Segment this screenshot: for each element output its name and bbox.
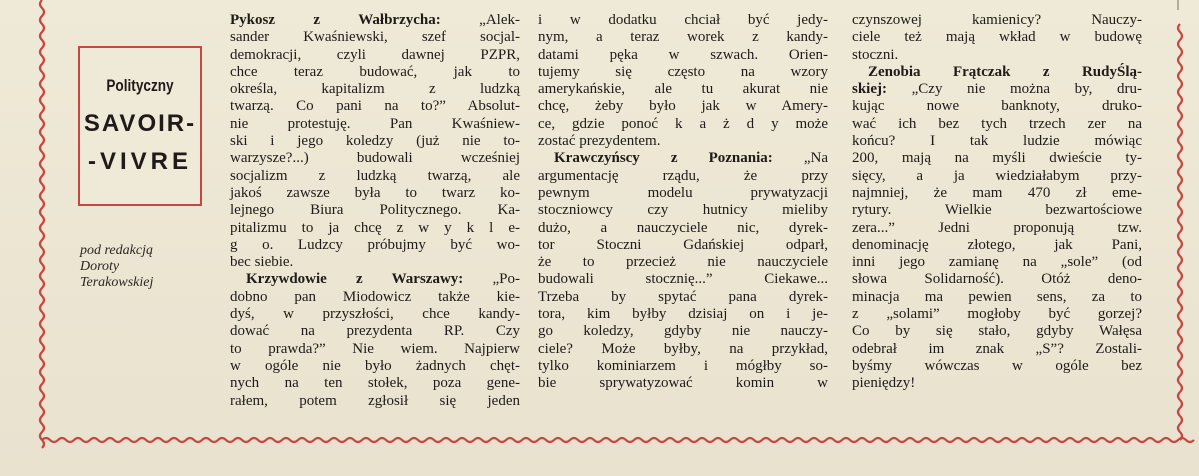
line-text: ce, gdzie ponoć k a ż d y może [538,115,828,132]
text-line [230,341,520,358]
line-text: odebrał im znak „S”? Zostali- [852,340,1142,357]
text-line [230,133,520,150]
line-text: sięcy, a ja wiedziałabym przy- [852,167,1142,184]
text-line [852,202,1142,219]
line-text: go koledzy, gdyby nie nauczy- [538,323,828,340]
text-line [538,81,828,98]
text-line [538,116,828,133]
line-text: dobno pan Miodowicz także kie- [230,288,520,305]
line-text: denominację złotego, jak Pani, [852,236,1142,253]
text-line [852,341,1142,358]
text-line [852,150,1142,167]
text-line [852,323,1142,340]
text-line [538,47,828,64]
line-text: chcę, żeby było jak w Amery- [538,98,828,115]
line-text: amerykańskie, ale tu akurat nie [538,81,828,98]
text-line [538,358,828,375]
line-text: „Czy nie można by, dru- [887,81,1142,98]
line-text: zera...” Jedni proponują tzw. [852,219,1142,236]
text-line [538,341,828,358]
text-line [230,29,520,46]
text-line [852,358,1142,375]
text-line [230,202,520,219]
line-text: Co by się stało, gdyby Wałęsa [852,323,1142,340]
line-text: ciele? Może byłby, na przykład, [538,340,828,357]
column-logo [78,46,202,206]
line-text: że to przecież nie nauczyciele [538,254,828,271]
text-line [538,271,828,288]
line-text: ski i jego koledzy (już nie to- [230,133,520,150]
text-line [538,98,828,115]
text-line [230,185,520,202]
line-text: z „solami” mogłoby być gorzej? [852,306,1142,323]
line-text: kując nowe banknoty, druko- [852,98,1142,115]
line-text: byśmy wówczas w ogóle bez [852,357,1142,374]
text-line [230,98,520,115]
text-line [852,185,1142,202]
line-text: 200, mają na myśli dwieście ty- [852,150,1142,167]
line-text: pewnym modelu prywatyzacji [538,184,828,201]
line-text: „Alek- [440,12,520,28]
text-line [852,12,1142,29]
line-text: rytury. Wielkie bezwartościowe [852,202,1142,219]
line-text: warzysze?...) budowali wcześniej [230,150,520,167]
text-line [538,237,828,254]
line-text: dużo, a nauczyciele nic, dyrek- [538,219,828,236]
text-line [230,64,520,81]
letter-author: Zenobia Frątczak z RudyŚlą- [868,63,1142,80]
line-text: nie protestuję. Pan Kwaśniew- [230,115,520,132]
text-line [230,150,520,167]
text-line [538,12,828,29]
text-line [230,254,520,271]
text-line [538,323,828,340]
line-text: końcu? I tak ludzie mówiąc [852,133,1142,150]
line-text: bec siebie. [230,254,294,271]
text-line [230,220,520,237]
text-column-2 [538,12,828,393]
text-line [538,289,828,306]
text-line [538,306,828,323]
text-line [852,98,1142,115]
line-text: stoczniowcy czy hutnicy mieliby [538,202,828,219]
editor-line: Terakowskiej [80,275,154,290]
text-line [538,375,828,392]
line-text: pieniędzy! [852,375,916,392]
line-text: wać ich bez tych trzech zer na [852,115,1142,132]
text-line [538,29,828,46]
text-line [538,185,828,202]
letter-author: skiej: [852,81,887,98]
line-text: najmniej, że mam 470 zł eme- [852,184,1142,201]
text-line [852,306,1142,323]
line-text: tor Stoczni Gdańskiej odparł, [538,236,828,253]
line-text: inni jego zamianę na „sole” (od [852,254,1142,271]
text-line [852,168,1142,185]
text-line [230,47,520,64]
text-line [230,289,520,306]
text-line [230,271,520,288]
line-text: tora, kim byłby dzisiaj on i je- [538,306,828,323]
text-line [538,64,828,81]
text-line [852,29,1142,46]
letter-author: Krawczyńscy z Poznania: [554,150,773,167]
line-text: pitalizmu to ja chcę z w y k l e- [230,219,520,236]
line-text: argumentację rządu, że przy [538,167,828,184]
text-line [852,254,1142,271]
text-line [852,289,1142,306]
editor-line: Doroty [80,259,120,274]
line-text: tylko kominiarzem i mógłby so- [538,357,828,374]
line-text: minacja ma pewien sens, za to [852,288,1142,305]
line-text: datami pęka w szwach. Orien- [538,46,828,63]
line-text: Trzeba by spytać pana dyrek- [538,288,828,305]
line-text: jakoś zawsze była to twarz ko- [230,184,520,201]
line-text: chce teraz budować, jak to [230,63,520,80]
line-text: i w dodatku chciał być jedy- [538,12,828,28]
line-text: budowali stocznię...” Ciekawe... [538,271,828,288]
text-line [230,12,520,29]
line-text: ciele też mają wkład w budowę [852,29,1142,46]
text-line [852,64,1142,81]
text-line [230,116,520,133]
line-text: dyś, w przyszłości, chce kandy- [230,306,520,323]
text-line [230,375,520,392]
line-text: czynszowej kamienicy? Nauczy- [852,12,1142,28]
text-line [538,220,828,237]
editor-credit [80,243,220,291]
line-text: to prawda?” Nie wiem. Najpierw [230,340,520,357]
text-line [230,358,520,375]
line-text: nych na ten stołek, poza gene- [230,375,520,392]
text-line [852,237,1142,254]
line-text: w ogóle nie było żadnych chęt- [230,357,520,374]
line-text: słowa Solidarność). Otóż deno- [852,271,1142,288]
line-text: rałem, potem zgłosił się jeden [230,392,520,409]
line-text: bie sprywatyzować komin w [538,375,828,392]
text-line [230,393,520,410]
text-line [852,47,1142,64]
line-text: lejnego Biura Politycznego. Ka- [230,202,520,219]
text-line [538,202,828,219]
logo-title-line3: -VIVRE [87,148,192,175]
text-line [230,81,520,98]
line-text: socjalizm z ludzką twarzą, ale [230,167,520,184]
text-line [852,220,1142,237]
text-column-3 [852,12,1142,393]
line-text: dować na prezydenta RP. Czy [230,323,520,340]
text-column-1 [230,12,520,410]
text-line [852,271,1142,288]
line-text: demokracji, czyli dawnej PZPR, [230,46,520,63]
logo-title-line1: Polityczny [106,76,174,95]
text-line [852,375,1142,392]
letter-author: Pykosz z Wałbrzycha: [230,12,441,28]
line-text: nym, a teraz worek z kandy- [538,29,828,46]
line-text: twarzą. Co pani na to?” Absolut- [230,98,520,115]
text-line [230,237,520,254]
text-line [538,150,828,167]
text-line [538,133,828,150]
text-line [852,133,1142,150]
text-line [538,168,828,185]
line-text: sander Kwaśniewski, szef socjal- [230,29,520,46]
editor-line: pod redakcją [80,243,153,258]
text-line [538,254,828,271]
line-text: tujemy się często na wzory [538,63,828,80]
text-line [230,168,520,185]
text-line [230,323,520,340]
text-line [852,81,1142,98]
logo-title-line2: SAVOIR- [83,110,197,137]
text-line [852,116,1142,133]
line-text: określa, kapitalizm z ludzką [230,81,520,98]
letter-author: Krzywdowie z Warszawy: [246,271,464,288]
line-text: g o. Ludzcy próbujmy być wo- [230,236,520,253]
text-line [230,306,520,323]
line-text: zostać prezydentem. [538,133,661,150]
line-text: „Po- [463,271,521,288]
line-text: stoczni. [852,46,899,63]
line-text: „Na [772,150,828,167]
